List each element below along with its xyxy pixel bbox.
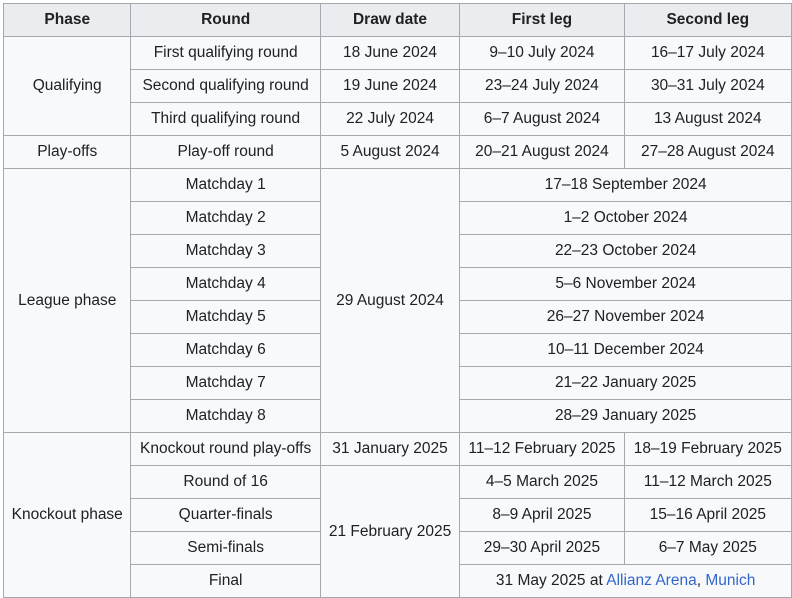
final-date-text: 31 May 2025 at — [495, 572, 607, 589]
round-cell: Matchday 8 — [131, 400, 320, 433]
draw-date-cell: 21 February 2025 — [320, 466, 459, 598]
match-dates-cell: 28–29 January 2025 — [460, 400, 792, 433]
second-leg-cell: 18–19 February 2025 — [624, 433, 791, 466]
match-dates-cell: 17–18 September 2024 — [460, 169, 792, 202]
second-leg-cell: 11–12 March 2025 — [624, 466, 791, 499]
second-leg-cell: 13 August 2024 — [624, 103, 791, 136]
first-leg-cell: 8–9 April 2025 — [460, 499, 624, 532]
round-cell: Matchday 6 — [131, 334, 320, 367]
first-leg-cell: 6–7 August 2024 — [460, 103, 624, 136]
first-leg-cell: 11–12 February 2025 — [460, 433, 624, 466]
second-leg-cell: 16–17 July 2024 — [624, 37, 791, 70]
header-round: Round — [131, 4, 320, 37]
second-leg-cell: 15–16 April 2025 — [624, 499, 791, 532]
header-phase: Phase — [4, 4, 131, 37]
city-link[interactable]: Munich — [705, 572, 756, 589]
second-leg-cell: 30–31 July 2024 — [624, 70, 791, 103]
match-dates-cell: 21–22 January 2025 — [460, 367, 792, 400]
final-date-cell — [460, 565, 792, 598]
header-first-leg: First leg — [460, 4, 624, 37]
round-cell: Matchday 1 — [131, 169, 320, 202]
table-row — [4, 37, 792, 70]
separator-text: , — [696, 572, 706, 589]
first-leg-cell: 20–21 August 2024 — [460, 136, 624, 169]
round-cell: Matchday 2 — [131, 202, 320, 235]
first-leg-cell: 23–24 July 2024 — [460, 70, 624, 103]
phase-qualifying: Qualifying — [4, 37, 131, 136]
round-cell: Quarter-finals — [131, 499, 320, 532]
first-leg-cell: 4–5 March 2025 — [460, 466, 624, 499]
first-leg-cell: 29–30 April 2025 — [460, 532, 624, 565]
table-row — [4, 136, 792, 169]
first-leg-cell: 9–10 July 2024 — [460, 37, 624, 70]
venue-link[interactable]: Allianz Arena — [606, 572, 697, 589]
header-draw-date: Draw date — [320, 4, 459, 37]
match-dates-cell: 22–23 October 2024 — [460, 235, 792, 268]
draw-date-cell: 19 June 2024 — [320, 70, 459, 103]
round-cell: First qualifying round — [131, 37, 320, 70]
draw-date-cell: 18 June 2024 — [320, 37, 459, 70]
round-cell: Matchday 5 — [131, 301, 320, 334]
match-dates-cell: 10–11 December 2024 — [460, 334, 792, 367]
round-cell: Final — [131, 565, 320, 598]
phase-playoffs: Play-offs — [4, 136, 131, 169]
match-dates-cell: 5–6 November 2024 — [460, 268, 792, 301]
header-second-leg: Second leg — [624, 4, 791, 37]
round-cell: Third qualifying round — [131, 103, 320, 136]
round-cell: Matchday 7 — [131, 367, 320, 400]
draw-date-cell: 31 January 2025 — [320, 433, 459, 466]
round-cell: Matchday 4 — [131, 268, 320, 301]
phase-league: League phase — [4, 169, 131, 433]
table-row — [4, 169, 792, 202]
draw-date-cell: 5 August 2024 — [320, 136, 459, 169]
second-leg-cell: 27–28 August 2024 — [624, 136, 791, 169]
round-cell: Matchday 3 — [131, 235, 320, 268]
phase-knockout: Knockout phase — [4, 433, 131, 598]
header-row — [4, 4, 792, 37]
round-cell: Semi-finals — [131, 532, 320, 565]
round-cell: Knockout round play-offs — [131, 433, 320, 466]
second-leg-cell: 6–7 May 2025 — [624, 532, 791, 565]
match-dates-cell: 1–2 October 2024 — [460, 202, 792, 235]
draw-date-cell: 22 July 2024 — [320, 103, 459, 136]
match-dates-cell: 26–27 November 2024 — [460, 301, 792, 334]
round-cell: Play-off round — [131, 136, 320, 169]
round-cell: Second qualifying round — [131, 70, 320, 103]
schedule-table — [3, 3, 792, 598]
draw-date-cell: 29 August 2024 — [320, 169, 459, 433]
table-row — [4, 433, 792, 466]
round-cell: Round of 16 — [131, 466, 320, 499]
